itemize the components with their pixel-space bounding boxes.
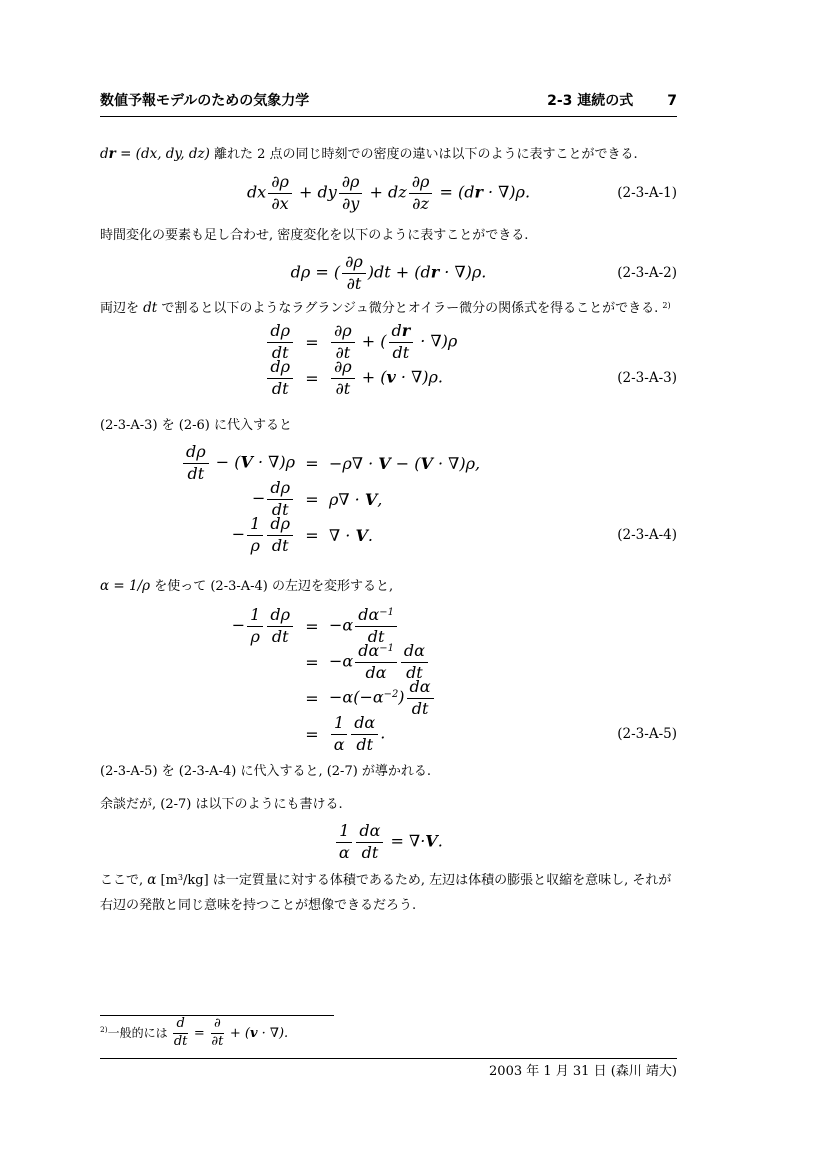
equation-content: − $\frac{d\rho}{dt}$ bbox=[252, 479, 295, 519]
vector-symbol: V bbox=[378, 453, 391, 473]
equation-content: $\frac{1}{\alpha}$ $\frac{d\alpha}{dt}$ . bbox=[329, 714, 385, 754]
fraction bbox=[247, 515, 263, 555]
fraction bbox=[267, 606, 293, 646]
equation-lhs bbox=[100, 443, 295, 483]
fraction bbox=[268, 173, 292, 213]
fraction-numerator: dρ bbox=[267, 515, 293, 535]
fraction-denominator: dt bbox=[367, 626, 385, 646]
fraction-numerator: ∂ρ bbox=[342, 253, 366, 273]
fraction bbox=[183, 443, 209, 483]
fraction-denominator: α bbox=[333, 734, 345, 754]
equation-number: (2-3-A-1) bbox=[617, 185, 677, 201]
fraction-numerator: dρ bbox=[267, 606, 293, 626]
equation-row-1 bbox=[100, 605, 677, 646]
equation-lhs bbox=[100, 515, 295, 555]
fraction-numerator: dα bbox=[401, 642, 428, 662]
equation-row-2 bbox=[100, 478, 677, 519]
equation-content bbox=[265, 322, 295, 362]
fraction-numerator: $d\alpha^{-1}$ bbox=[355, 606, 397, 626]
equation-rhs bbox=[329, 490, 677, 509]
fraction bbox=[407, 678, 434, 718]
vector-symbol: V bbox=[240, 452, 253, 472]
fraction bbox=[331, 322, 355, 362]
fraction-numerator: ∂ρ bbox=[409, 173, 433, 193]
fraction-denominator: dt bbox=[173, 1033, 188, 1049]
fraction bbox=[389, 322, 414, 362]
aligned-equation-eq4 bbox=[100, 442, 677, 555]
fraction bbox=[267, 479, 293, 519]
equation-rhs bbox=[329, 678, 677, 718]
fraction bbox=[342, 253, 366, 293]
equation-relation: = bbox=[305, 616, 319, 636]
equation-rhs bbox=[329, 322, 677, 362]
fraction-denominator: ∂t bbox=[346, 273, 362, 293]
fraction-denominator: dt bbox=[406, 662, 423, 682]
paragraph-p3: 両辺を dt で割ると以下のようなラグランジュ微分とオイラー微分の関係式を得ることができる. $^{2)}$ bbox=[100, 300, 671, 316]
fraction bbox=[409, 173, 433, 213]
equation-row-3 bbox=[100, 514, 677, 555]
display-equation-eq2 bbox=[100, 251, 677, 295]
vector-symbol: V bbox=[425, 831, 438, 851]
equation-relation: = bbox=[305, 724, 319, 744]
superscript-marker: 2) bbox=[662, 300, 671, 310]
equation-row-4 bbox=[100, 713, 677, 754]
equation-relation: = bbox=[305, 453, 319, 473]
fraction-numerator: ∂ρ bbox=[331, 358, 355, 378]
superscript-marker: 3 bbox=[177, 872, 184, 882]
vector-symbol: V bbox=[355, 525, 368, 545]
paragraph-p2: 時間変化の要素も足し合わせ, 密度変化を以下のように表すことができる. bbox=[100, 228, 529, 243]
paragraph-p1: dr = (dx, dy, dz) 離れた 2 点の同じ時刻での密度の違いは以下のように表すことができる. bbox=[100, 146, 638, 162]
fraction bbox=[247, 606, 263, 646]
fraction-denominator: dt bbox=[271, 378, 289, 398]
equation-row-2 bbox=[100, 641, 677, 682]
paragraph-p4: (2-3-A-3) を (2-6) に代入すると bbox=[100, 418, 292, 433]
paragraph-p5: α = 1/ρ を使って (2-3-A-4) の左辺を変形すると, bbox=[100, 578, 394, 594]
fraction-denominator: dt bbox=[187, 463, 205, 483]
vector-symbol: v bbox=[249, 1025, 258, 1041]
equation-content: − $\frac{1}{\rho}$ $\frac{d\rho}{dt}$ bbox=[232, 515, 295, 555]
fraction-denominator: dt bbox=[361, 842, 379, 862]
fraction-denominator: ∂z bbox=[412, 193, 429, 213]
fraction-numerator: ∂ρ bbox=[268, 173, 292, 193]
fraction-numerator: 1 bbox=[331, 714, 347, 734]
superscript-marker: 2) bbox=[100, 1025, 108, 1035]
fraction-denominator: ∂t bbox=[335, 342, 351, 362]
equation-number: (2-3-A-4) bbox=[617, 527, 677, 543]
equation-content: dx $\frac{\partial\rho}{\partial x}$ + dy $\frac{\partial\rho}{\partial y}$ + dz $\frac{\partial\rho}{\partial z}$ = (dr · ∇)ρ. bbox=[246, 172, 531, 213]
vector-symbol: r bbox=[108, 146, 116, 162]
equation-content: dρ = ( $\frac{\partial\rho}{\partial t}$ )dt + (dr · ∇)ρ. bbox=[290, 252, 487, 293]
fraction-numerator: dρ bbox=[267, 358, 293, 378]
document-body bbox=[100, 113, 677, 918]
fraction-numerator: dρ bbox=[267, 479, 293, 499]
vector-symbol: r bbox=[474, 182, 483, 202]
display-equation-eq6 bbox=[100, 820, 677, 864]
fraction-denominator: dt bbox=[271, 342, 289, 362]
equation-relation: = bbox=[305, 332, 319, 352]
fraction bbox=[267, 358, 293, 398]
paragraph-p6: (2-3-A-5) を (2-3-A-4) に代入すると, (2-7) が導かれる. bbox=[100, 764, 432, 779]
equation-content: −ρ∇ · V − (V · ∇)ρ, bbox=[329, 453, 481, 473]
equation-rhs bbox=[329, 642, 677, 682]
paragraph-p8: ここで, α $[m^3/kg]$ は一定質量に対する体積であるため, 左辺は体積の膨張と収縮を意味し, それが 右辺の発散と同じ意味を持つことが想像できるだろう. bbox=[100, 872, 672, 913]
header-section: 2-3 連続の式 bbox=[547, 93, 634, 109]
equation-rhs bbox=[329, 606, 677, 646]
fraction-denominator: ∂t bbox=[335, 378, 351, 398]
fraction bbox=[267, 322, 293, 362]
superscript: −1 bbox=[379, 642, 394, 654]
fraction bbox=[267, 515, 293, 555]
equation-content: $\frac{1}{\alpha}$ $\frac{d\alpha}{dt}$ = ∇·V. bbox=[334, 822, 443, 862]
fraction-denominator: dt bbox=[392, 342, 410, 362]
fraction-numerator: dr bbox=[389, 322, 414, 342]
equation-number: (2-3-A-3) bbox=[617, 370, 677, 386]
fraction-denominator: ρ bbox=[250, 626, 260, 646]
display-equation-eq1 bbox=[100, 170, 677, 216]
equation-row-1 bbox=[100, 321, 677, 362]
fraction bbox=[339, 173, 363, 213]
fraction-denominator: dt bbox=[271, 499, 289, 519]
equation-number: (2-3-A-5) bbox=[617, 726, 677, 742]
footer-rule bbox=[100, 1058, 677, 1059]
equation-relation: = bbox=[305, 368, 319, 388]
inline-math: $\frac{d}{dt}$ = $\frac{\partial}{\partial t}$ + (v · ∇). bbox=[173, 1015, 289, 1049]
fraction-numerator: 1 bbox=[247, 515, 263, 535]
equation-content: $\frac{\partial\rho}{\partial t}$ + ( $\frac{dr}{dt}$ · ∇)ρ bbox=[329, 322, 457, 362]
fraction-denominator: ∂x bbox=[271, 193, 289, 213]
fraction bbox=[351, 714, 378, 754]
fraction-numerator: $d\alpha^{-1}$ bbox=[355, 642, 397, 662]
fraction-numerator: dρ bbox=[183, 443, 209, 463]
fraction-denominator: dα bbox=[365, 662, 387, 682]
fraction-denominator: α bbox=[338, 842, 350, 862]
vector-symbol: V bbox=[364, 489, 378, 509]
fraction bbox=[356, 822, 383, 862]
fraction-denominator: dt bbox=[356, 734, 374, 754]
fraction bbox=[336, 822, 352, 862]
header-title: 数値予報モデルのための気象力学 bbox=[100, 93, 310, 109]
fraction-numerator: ∂ bbox=[211, 1017, 224, 1034]
equation-content: ∇ · V. bbox=[329, 525, 373, 545]
fraction bbox=[173, 1017, 187, 1050]
fraction bbox=[355, 606, 397, 646]
equation-row-3 bbox=[100, 677, 677, 718]
equation-rhs bbox=[329, 454, 677, 473]
equation-content: $-\alpha(-\alpha^{-2})$ $\frac{d\alpha}{dt}$ bbox=[329, 678, 436, 718]
fraction-numerator: dρ bbox=[267, 322, 293, 342]
fraction-numerator: 1 bbox=[247, 606, 263, 626]
inline-math: dr = (dx, dy, dz) bbox=[100, 146, 210, 162]
vector-symbol: r bbox=[401, 321, 411, 341]
inline-math: α bbox=[147, 872, 157, 888]
equation-lhs bbox=[100, 358, 295, 398]
fraction-numerator: dα bbox=[356, 822, 383, 842]
equation-content: $\frac{d\rho}{dt}$ − (V · ∇)ρ bbox=[181, 443, 295, 483]
fraction-denominator: dt bbox=[271, 535, 289, 555]
superscript: −1 bbox=[379, 606, 394, 618]
footer-date: 2003 年 1 月 31 日 (森川 靖大) bbox=[489, 1064, 677, 1079]
equation-content bbox=[265, 358, 295, 398]
superscript: −2 bbox=[383, 689, 399, 701]
fraction-denominator: ∂y bbox=[341, 193, 360, 213]
header-page-number: 7 bbox=[667, 93, 677, 109]
equation-content: −α $\frac{d\alpha^{-1}}{dt}$ bbox=[329, 606, 399, 646]
equation-relation: = bbox=[305, 652, 319, 672]
equation-relation: = bbox=[305, 688, 319, 708]
fraction-numerator: ∂ρ bbox=[339, 173, 363, 193]
equation-content: ρ∇ · V, bbox=[329, 489, 383, 509]
fraction bbox=[211, 1017, 224, 1050]
equation-lhs bbox=[100, 606, 295, 646]
footnote-text: $^{2)}$一般的には $\frac{d}{dt}$ = $\frac{\partial}{\partial t}$ + (v · ∇). bbox=[100, 1015, 289, 1049]
equation-relation: = bbox=[305, 489, 319, 509]
fraction-numerator: ∂ρ bbox=[331, 322, 355, 342]
fraction bbox=[401, 642, 428, 682]
fraction bbox=[331, 714, 347, 754]
fraction-denominator: ∂t bbox=[211, 1033, 224, 1049]
fraction bbox=[331, 358, 355, 398]
equation-number: (2-3-A-2) bbox=[617, 265, 677, 281]
fraction-denominator: dt bbox=[271, 626, 289, 646]
aligned-equation-eq3 bbox=[100, 321, 677, 398]
fraction-denominator: dt bbox=[411, 698, 429, 718]
fraction-numerator: dα bbox=[407, 678, 434, 698]
paragraph-p7: 余談だが, (2-7) は以下のようにも書ける. bbox=[100, 797, 343, 812]
equation-lhs bbox=[100, 479, 295, 519]
fraction-numerator: dα bbox=[351, 714, 378, 734]
equation-content: $\frac{\partial\rho}{\partial t}$ + (v · ∇)ρ. bbox=[329, 358, 443, 398]
equation-row-2 bbox=[100, 357, 677, 398]
fraction bbox=[355, 642, 397, 682]
equation-content: −α $\frac{d\alpha^{-1}}{d\alpha}$ $\frac{d\alpha}{dt}$ bbox=[329, 642, 430, 682]
equation-lhs bbox=[100, 322, 295, 362]
inline-math: dt bbox=[143, 300, 158, 316]
equation-relation: = bbox=[305, 525, 319, 545]
footnote bbox=[100, 1016, 677, 1050]
vector-symbol: v bbox=[386, 367, 396, 387]
equation-row-1 bbox=[100, 442, 677, 483]
fraction-numerator: d bbox=[173, 1017, 187, 1034]
vector-symbol: V bbox=[420, 453, 433, 473]
fraction-numerator: 1 bbox=[336, 822, 352, 842]
inline-math: α = 1/ρ bbox=[100, 578, 151, 594]
equation-content: − $\frac{1}{\rho}$ $\frac{d\rho}{dt}$ bbox=[232, 606, 295, 646]
aligned-equation-eq5 bbox=[100, 605, 677, 754]
fraction-denominator: ρ bbox=[250, 535, 260, 555]
vector-symbol: r bbox=[430, 262, 440, 282]
